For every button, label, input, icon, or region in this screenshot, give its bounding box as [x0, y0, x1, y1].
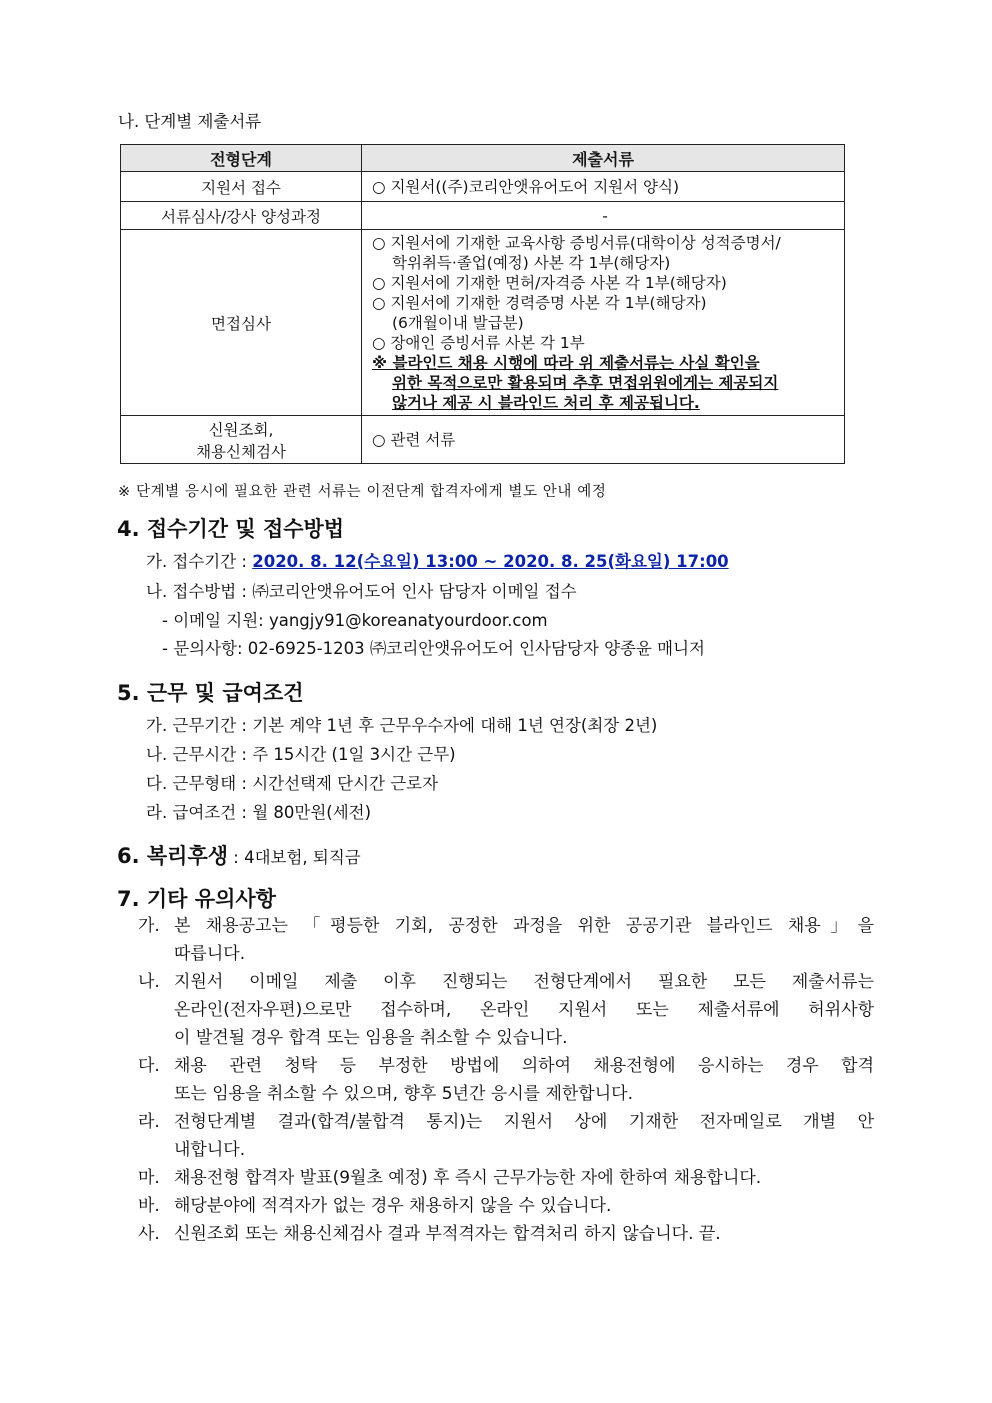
benefits-text: : 4대보험, 퇴직금: [228, 848, 361, 867]
stage-cell: [121, 230, 362, 416]
notice-line: 본 채용공고는 「평등한 기회, 공정한 과정을 위한 공공기관 블라인드 채용」을: [174, 916, 874, 936]
table-row: [121, 230, 845, 416]
notice-line: 따릅니다.: [174, 944, 246, 964]
stage-cell: [121, 172, 362, 202]
contact-info: - 문의사항: 02-6925-1203 ㈜코리안앳유어도어 인사담당자 양종윤 매니저: [162, 639, 705, 658]
notice-item: [138, 1108, 874, 1164]
doc-line: ○ 장애인 증빙서류 사본 각 1부: [372, 333, 585, 352]
notice-item: [138, 912, 874, 968]
blind-notice-line: 않거나 제공 시 블라인드 처리 후 제공됩니다.: [392, 393, 700, 412]
doc-line: ○ 지원서에 기재한 경력증명 사본 각 1부(해당자): [372, 293, 707, 312]
notice-line: 전형단계별 결과(합격/불합격 통지)는 지원서 상에 기재한 전자메일로 개별 안: [174, 1112, 874, 1132]
section-4-title: 4. 접수기간 및 접수방법: [117, 517, 345, 541]
application-method: 나. 접수방법 : ㈜코리안앳유어도어 인사 담당자 이메일 접수: [146, 582, 577, 601]
stage-text: 지원서 접수: [201, 178, 281, 197]
notice-item: [138, 1164, 874, 1192]
notice-line: 채용전형 합격자 발표(9월초 예정) 후 즉시 근무가능한 자에 한하여 채용합니다.: [174, 1168, 762, 1188]
notice-label: 다.: [138, 1056, 160, 1076]
section-6-title: 6. 복리후생: [117, 844, 229, 868]
stage-text: 서류심사/강사 양성과정: [161, 207, 321, 226]
stage-docs-title: 나. 단계별 제출서류: [118, 112, 262, 131]
notice-label: 나.: [138, 972, 160, 992]
doc-line: ○ 지원서에 기재한 교육사항 증빙서류(대학이상 성적증명서/: [372, 233, 781, 252]
stage-text: 면접심사: [211, 314, 271, 333]
notice-line: 지원서 이메일 제출 이후 진행되는 전형단계에서 필요한 모든 제출서류는: [174, 972, 874, 992]
notice-line: 이 발견될 경우 합격 또는 임용을 취소할 수 있습니다.: [174, 1028, 568, 1048]
docs-cell: [362, 202, 845, 230]
notice-line: 신원조회 또는 채용신체검사 결과 부적격자는 합격처리 하지 않습니다. 끝.: [174, 1224, 721, 1244]
application-period: [146, 548, 729, 572]
notice-label: 가.: [138, 916, 160, 936]
doc-line: -: [602, 206, 608, 225]
notice-item: [138, 1192, 874, 1220]
notice-item: [138, 968, 874, 1052]
stage-text: 신원조회,: [208, 420, 274, 439]
table-row: [121, 416, 845, 464]
doc-line: ○ 관련 서류: [372, 430, 456, 449]
notice-label: 마.: [138, 1168, 160, 1188]
work-condition-item: 가. 근무기간 : 기본 계약 1년 후 근무우수자에 대해 1년 연장(최장 2년): [146, 716, 658, 735]
section-6: [117, 840, 361, 870]
stage-text: 채용신체검사: [196, 442, 286, 461]
header-stage: 전형단계: [121, 145, 362, 172]
notice-label: 라.: [138, 1112, 160, 1132]
work-condition-item: 라. 급여조건 : 월 80만원(세전): [146, 803, 372, 822]
docs-cell: [362, 416, 845, 464]
notice-label: 바.: [138, 1196, 160, 1216]
table-footnote: ※ 단계별 응시에 필요한 관련 서류는 이전단계 합격자에게 별도 안내 예정: [118, 484, 607, 500]
period-label: 가. 접수기간 :: [146, 552, 253, 571]
doc-line: 학위취득·졸업(예정) 사본 각 1부(해당자): [392, 253, 671, 272]
docs-cell: [362, 230, 845, 416]
doc-line: ○ 지원서에 기재한 면허/자격증 사본 각 1부(해당자): [372, 273, 727, 292]
section-5-title: 5. 근무 및 급여조건: [117, 681, 304, 705]
header-docs: 제출서류: [362, 145, 845, 172]
notice-line: 또는 임용을 취소할 수 있으며, 향후 5년간 응시를 제한합니다.: [174, 1084, 633, 1104]
blind-notice-line: ※ 블라인드 채용 시행에 따라 위 제출서류는 사실 확인을: [372, 353, 760, 372]
stage-cell: [121, 416, 362, 464]
work-condition-item: 다. 근무형태 : 시간선택제 단시간 근로자: [146, 774, 439, 793]
stage-docs-table: [120, 144, 845, 464]
doc-line: ○ 지원서((주)코리안앳유어도어 지원서 양식): [372, 177, 680, 196]
notice-item: [138, 1220, 874, 1248]
table-header-row: [121, 145, 845, 172]
notice-line: 내합니다.: [174, 1140, 246, 1160]
work-condition-item: 나. 근무시간 : 주 15시간 (1일 3시간 근무): [146, 745, 456, 764]
section-7-title: 7. 기타 유의사항: [117, 887, 276, 911]
blind-notice-line: 위한 목적으로만 활용되며 추후 면접위원에게는 제공되지: [392, 373, 779, 392]
notice-item: [138, 1052, 874, 1108]
doc-line: (6개월이내 발급분): [392, 313, 524, 332]
notice-line: 온라인(전자우편)으로만 접수하며, 온라인 지원서 또는 제출서류에 허위사항: [174, 1000, 874, 1020]
application-email: - 이메일 지원: yangjy91@koreanatyourdoor.com: [162, 611, 548, 630]
table-row: [121, 202, 845, 230]
notice-line: 해당분야에 적격자가 없는 경우 채용하지 않을 수 있습니다.: [174, 1196, 612, 1216]
stage-cell: [121, 202, 362, 230]
period-value: 2020. 8. 12(수요일) 13:00 ~ 2020. 8. 25(화요일) 17:00: [252, 552, 729, 571]
notice-label: 사.: [138, 1224, 160, 1244]
table-row: [121, 172, 845, 202]
notice-line: 채용 관련 청탁 등 부정한 방법에 의하여 채용전형에 응시하는 경우 합격: [174, 1056, 874, 1076]
docs-cell: [362, 172, 845, 202]
